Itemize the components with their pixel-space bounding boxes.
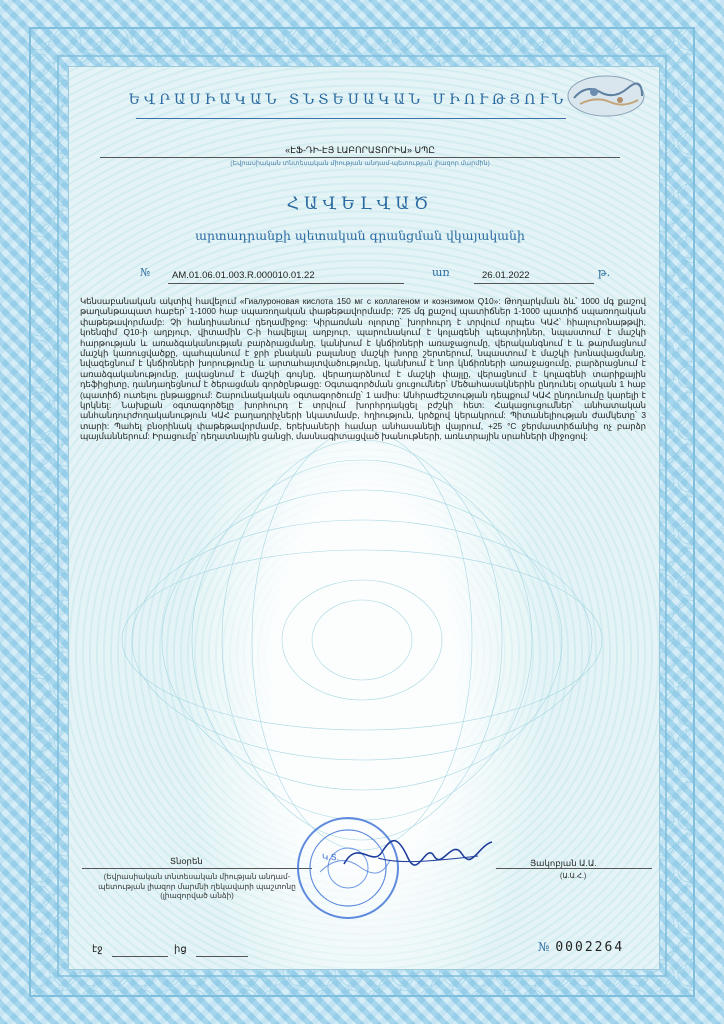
page-of-label: ից [174,944,187,955]
product-description: Կենսաբանական ակտիվ հավելում «Гиалуроновая кислота 150 мг с коллагеном и коэнзимом Q10»: Թողարկման ձև՝ 1000 մգ քաշով թաղանթապատ հաբեր՝ 1-1000 հաբ սպառողական փաթեթավորմամբ; 725 մգ քաշով պատիճներ 1-1000 պատիճ սպառողական փաթեթավորմամբ: Չի հանդիսանում դեղամիջոց: Կիրառման ոլորտը՝ խորհուրդ է տրվում որպես ԿԱՀ՝ հիալուրոնաթթվի, կոենզիմ Q10-ի աղբյուր, վիտամին C-ի հավելյալ աղբյուր, պարունակում է կոլագենի պեպտիդներ, նպաստում է մաշկի հարթության և առաձգականության բարձրացմանը, կանխում է կնճիռների առաջացումը, վերականգնում է և թարմացնում մաշկի կառուցվածքը, պահպանում է ջրի բնական բալանսը մաշկի խորը շերտերում, նպաստում է մաշկի խոնավացմանը, նվազեցնում է կնճիռների խորությունը և արտահայտվածությունը, կանխում է նոր կնճիռների առաջացումը, բարձրացնում է առաձգականությունը, լավացնում է մաշկի գույնը, վերադարձնում է մաշկի փայլը, վերացնում է կոլագենի տարիքային դեֆիցիտը, դանդաղեցնում է ծերացման գործընթացը: Օգտագործման ցուցումներ՝ Մեծահասակներին ընդունել օրական 1 հաբ (պատիճ) ուտելու ընթացքում: Շարունակական օգտագործումը՝ 1 ամիս: Անհրաժեշտության դեպքում ԿԱՀ ընդունումը կարելի է կրկնել: Նախքան օգտագործելը խորհուրդ է տրվում խորհրդակցել բժշկի հետ: Հակացուցումներ՝ անհատական անհանդուրժողականություն ԿԱՀ բաղադրիչների նկատմամբ, հղիություն, կրծքով կերակրում: Պիտանելիության ժամկետը՝ 3 տարի: Պահել բնօրինակ փաթեթավորմամբ, երեխաների համար անհասանելի վայրում, +25 °C ջերմաստիճանից ոչ բարձր պայմաններում: Իրացումը՝ դեղատնային ցանցի, մասնագիտացված խանութների, առևտրային սրահների միջոցով: [80,296,646,442]
registration-number-label: № [140,266,151,279]
registration-number: AM.01.06.01.003.R.000010.01.22 [172,270,315,281]
page-label: էջ [92,944,103,955]
signer-name-note: (Ա.Ա.Հ.) [560,873,587,880]
registration-date-label: առ [432,266,450,279]
signer-name: Յակոբյան Ա.Ա. [530,858,597,868]
issuer-name: «ԷՖ-ԴԻ-ԷՅ ԼԱԲՈՐԱՏՈՐԻԱ» ՍՊԸ [285,145,435,155]
registration-year-suffix: թ. [598,266,611,279]
issuer-note: (Եվրասիական տնտեսական միության անդամ-պետության լիազոր մարմին) [230,160,490,167]
form-number-value: 0002264 [555,940,625,955]
stamp-mp-label: Կ.Տ. [322,852,339,862]
union-title: ԵՎՐԱՍԻԱԿԱՆ ՏՆՏԵՍԱԿԱՆ ՄԻՈՒԹՅՈՒՆ [128,92,568,108]
page-of-line [196,956,248,957]
form-number-label: № [538,940,550,954]
document-subtitle: արտադրանքի պետական գրանցման վկայականի [195,228,525,243]
registration-date: 26.01.2022 [482,270,530,281]
document-title: ՀԱՎԵԼՎԱԾ [286,194,434,214]
issuer-underline [100,157,620,158]
director-org-note: (Եվրասիական տնտեսական միության անդամ-պետության լիազոր մարմնի ղեկավարի պաշտոնը (լիազորված անձի) [98,872,296,900]
hologram-emblem [566,74,646,118]
registration-number-line [168,283,404,284]
form-number [538,940,624,955]
handwritten-signature [338,828,498,874]
page-line [112,956,168,957]
header-rule [136,118,566,119]
registration-date-line [474,283,594,284]
director-label: Տնօրեն [170,856,203,866]
director-line [82,868,312,869]
